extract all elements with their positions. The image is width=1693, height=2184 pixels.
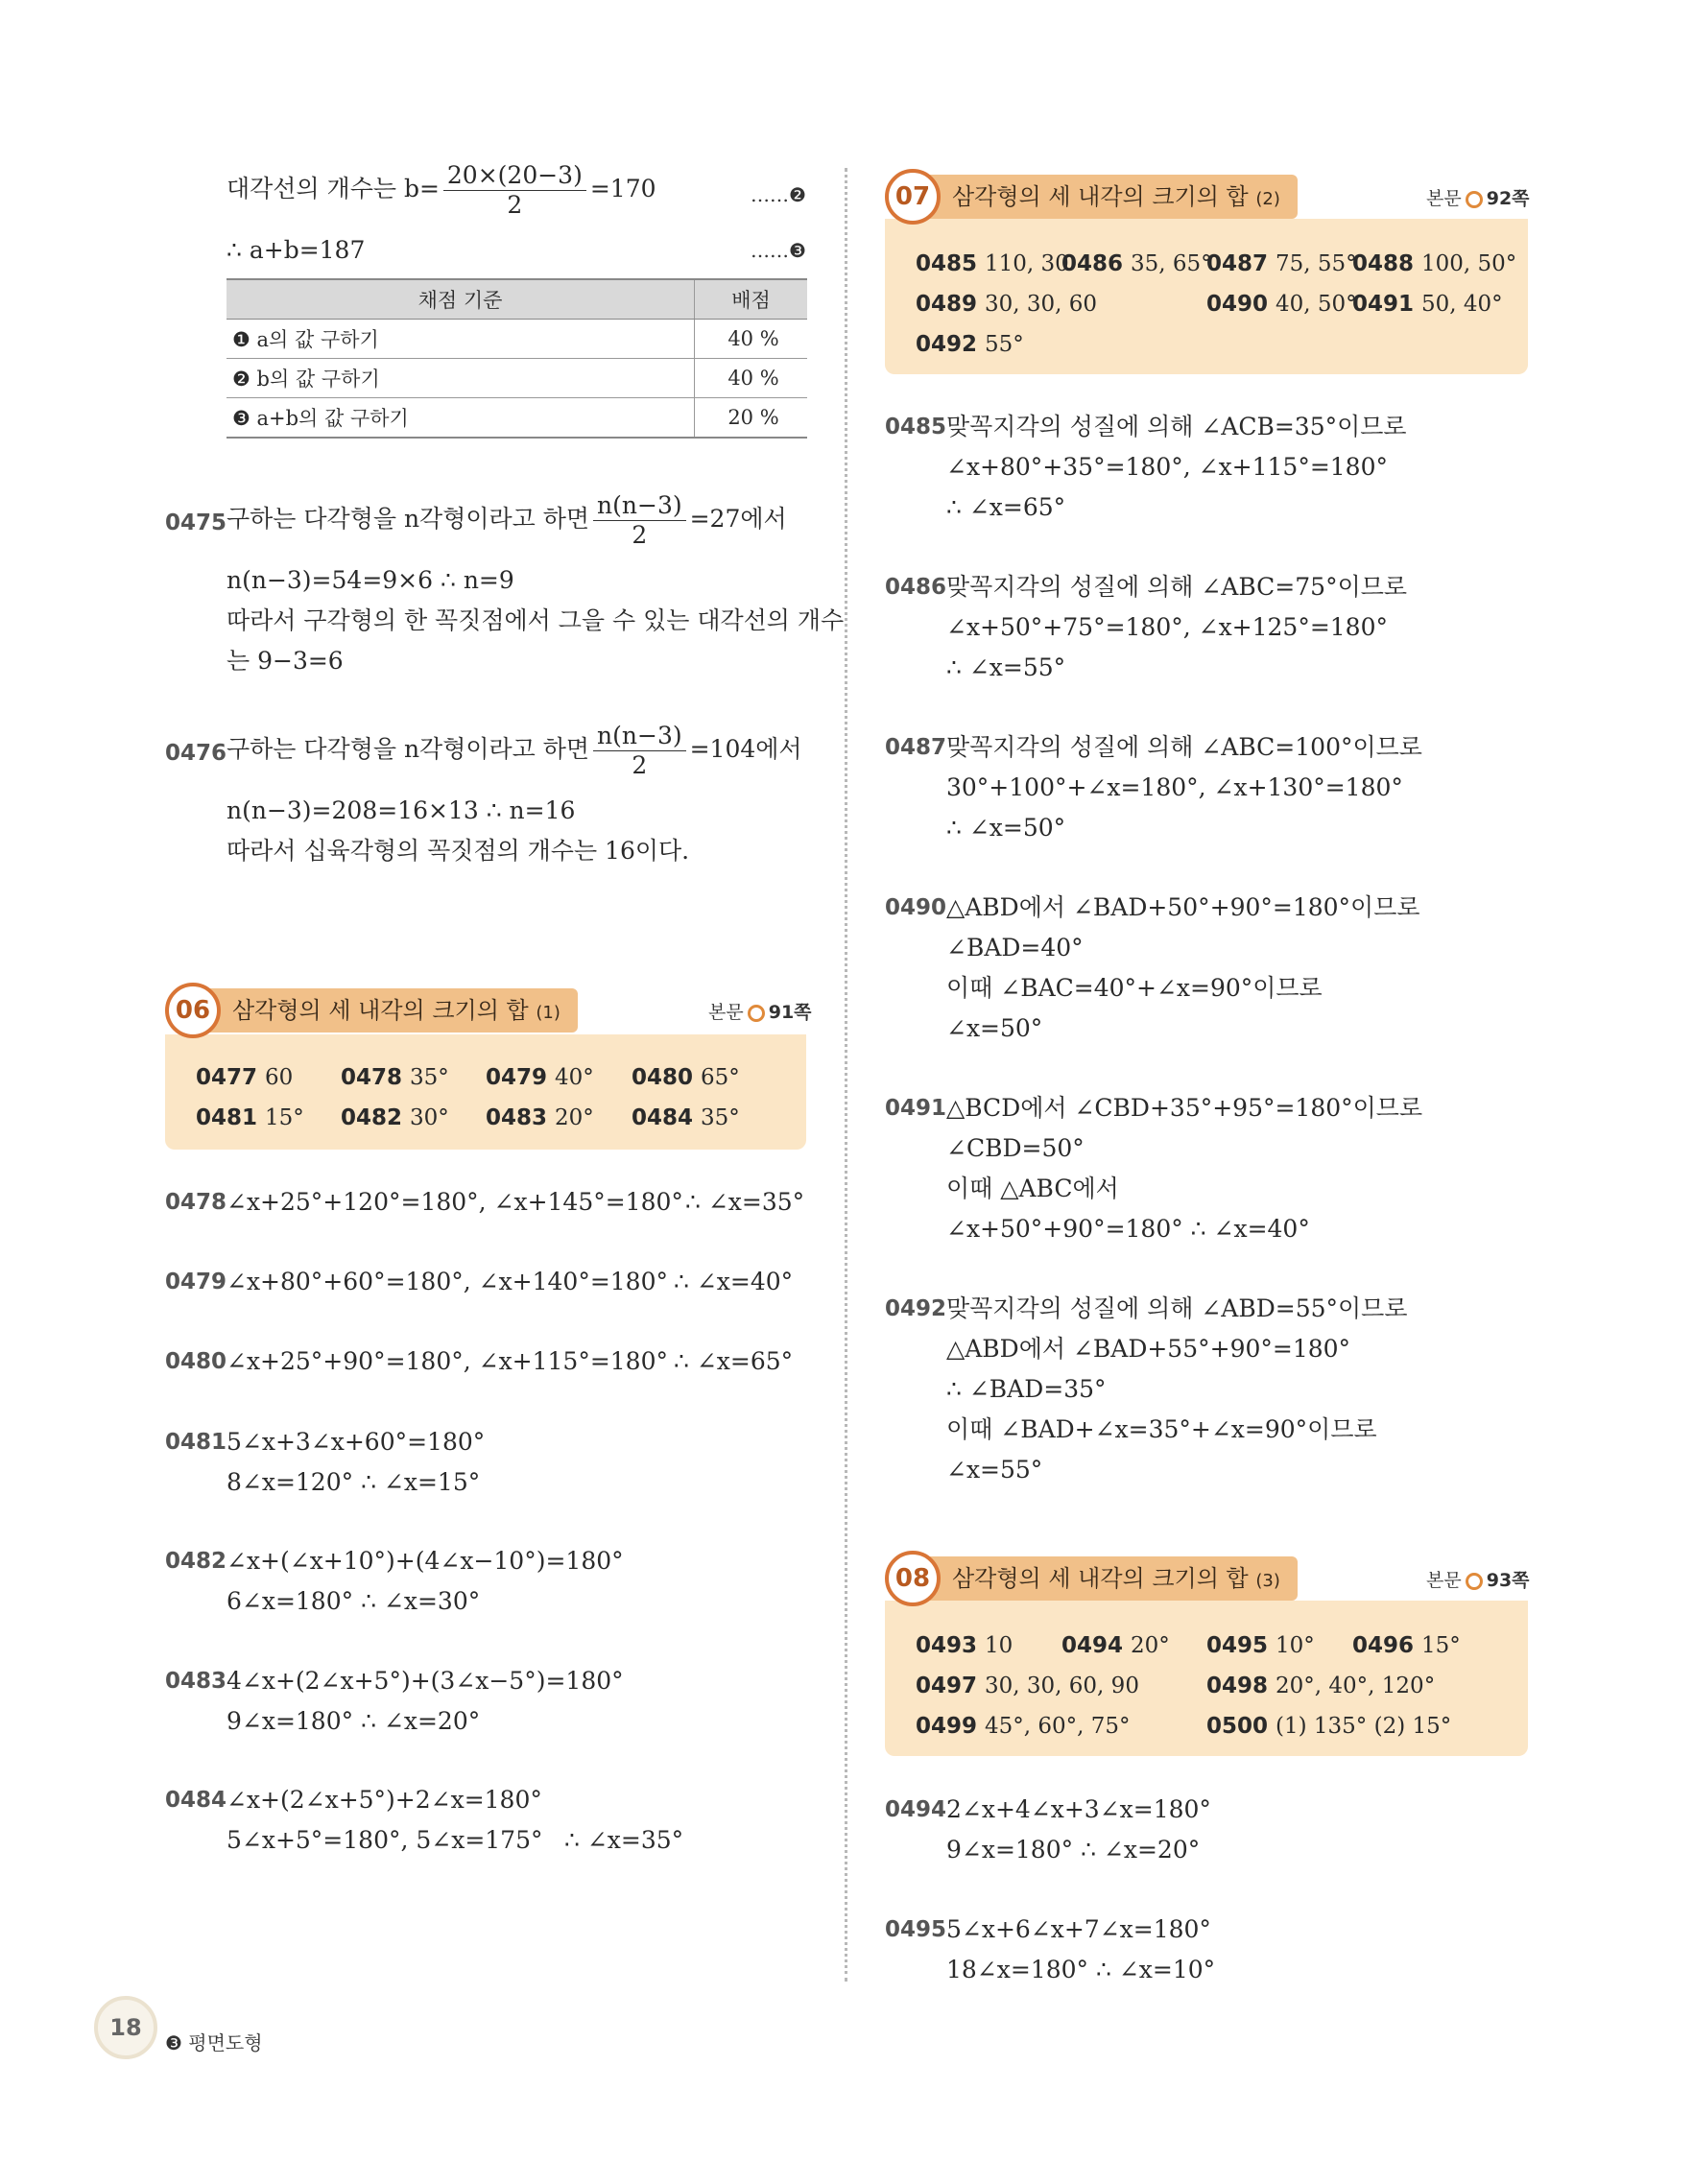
answer-item: 0481 15° [196,1105,304,1130]
section-title: 삼각형의 세 내각의 크기의 합 [232,997,529,1024]
solution-line: ∠x=50° [946,1014,1043,1042]
problem-number: 0480 [165,1349,227,1374]
page-reference: 본문 91쪽 [708,1002,812,1023]
fraction: $\frac{n(n-3)}{2}$ [593,491,686,550]
solution-line: 8∠x=120° ∴ ∠x=15° [227,1468,481,1496]
solution-line: 따라서 십육각형의 꼭짓점의 개수는 16이다. [227,837,690,865]
solution-line: ∴ ∠x=35° [564,1826,684,1854]
solution-line: 5∠x+5°=180°, 5∠x=175° [227,1826,543,1854]
chapter-label: ❸ 평면도형 [165,2031,263,2054]
problem-number: 0486 [885,575,947,600]
answer-item: 0497 30, 30, 60, 90 [916,1674,1139,1698]
problem-number: 0478 [165,1190,227,1215]
answer-item: 0480 65° [632,1065,740,1090]
solution-line: ∠x+25°+120°=180°, ∠x+145°=180° [227,1188,683,1216]
ring-icon [748,1005,765,1022]
answer-item: 0496 15° [1352,1633,1461,1658]
section-title: 삼각형의 세 내각의 크기의 합 [952,1565,1249,1592]
solution-line: ∠x+50°+75°=180°, ∠x+125°=180° [946,613,1388,641]
solution-line: △ABD에서 ∠BAD+50°+90°=180°이므로 [946,893,1420,921]
problem-number: 0495 [885,1917,947,1942]
solution-line: 5∠x+3∠x+60°=180° [227,1428,486,1456]
solution-line: 30°+100°+∠x=180°, ∠x+130°=180° [946,773,1403,801]
solution-line: 맞꼭지각의 성질에 의해 ∠ABD=55°이므로 [946,1294,1408,1322]
section-title-bar [914,1556,1298,1601]
section-subtitle: (2) [1255,189,1280,209]
answer-item: 0478 35° [341,1065,449,1090]
table-header: 배점 [695,279,808,320]
solution-line: 맞꼭지각의 성질에 의해 ∠ABC=75°이므로 [946,573,1408,601]
solution-line: 9∠x=180° ∴ ∠x=20° [946,1836,1201,1864]
solution-line: ∴ ∠BAD=35° [946,1375,1107,1403]
table-header: 채점 기준 [227,279,695,320]
solution-line: ∠x+(2∠x+5°)+2∠x=180° [227,1786,542,1814]
solution-line: 4∠x+(2∠x+5°)+(3∠x−5°)=180° [227,1667,624,1695]
solution-line: ∠CBD=50° [946,1134,1085,1162]
solution-line: 따라서 구각형의 한 꼭짓점에서 그을 수 있는 대각선의 개수 [227,606,845,634]
solution-line: ∠BAD=40° [946,934,1084,961]
answer-item: 0489 30, 30, 60 [916,292,1098,317]
answer-item: 0494 20° [1061,1633,1170,1658]
table-cell: ❶ a의 값 구하기 [227,320,695,359]
answer-item: 0483 20° [486,1105,594,1130]
answer-item: 0484 35° [632,1105,740,1130]
table-row [227,398,807,439]
answer-item: 0492 55° [916,332,1024,357]
section-title-bar [914,175,1298,219]
section-number-badge: 06 [165,983,221,1038]
solution-line: 9∠x=180° ∴ ∠x=20° [227,1707,481,1735]
solution-line: n(n−3)=54=9×6 ∴ n=9 [227,566,514,594]
solution-line: 맞꼭지각의 성질에 의해 ∠ABC=100°이므로 [946,733,1422,761]
ring-icon [1466,191,1483,208]
answer-item: 0482 30° [341,1105,449,1130]
problem-number: 0482 [165,1549,227,1574]
solution-line: 이때 △ABC에서 [946,1175,1119,1202]
problem-number: 0492 [885,1296,947,1321]
problem-number: 0479 [165,1270,227,1294]
section-subtitle: (1) [536,1003,560,1023]
solution-line: △BCD에서 ∠CBD+35°+95°=180°이므로 [946,1094,1423,1122]
problem-number: 0494 [885,1797,947,1822]
step-marker-2: ……❷ [751,183,806,206]
section-title: 삼각형의 세 내각의 크기의 합 [952,183,1249,210]
answer-item: 0500 (1) 135° (2) 15° [1206,1714,1452,1739]
problem-number: 0481 [165,1430,227,1455]
answer-item: 0495 10° [1206,1633,1315,1658]
solution-line: 구하는 다각형을 n각형이라고 하면 $\frac{n(n-3)}{2}$ =27에서 [227,491,787,549]
section-subtitle: (3) [1255,1571,1280,1591]
problem-number: 0485 [885,415,947,439]
line-diagonal-count: 대각선의 개수는 b= $\frac{20\times(20-3)}{2}$ =170 [227,161,656,219]
answer-item: 0499 45°, 60°, 75° [916,1714,1131,1739]
solution-line: ∴ ∠x=55° [946,653,1066,681]
answer-item: 0488 100, 50° [1352,251,1517,276]
solution-line: ∴ ∠x=65° [946,493,1066,521]
solution-line: 5∠x+6∠x+7∠x=180° [946,1915,1211,1943]
page-reference: 본문 92쪽 [1426,188,1530,209]
table-row [227,359,807,398]
solution-line: 는 9−3=6 [227,647,344,675]
answer-item: 0490 40, 50° [1206,292,1357,317]
answer-item: 0485 110, 30 [916,251,1069,276]
answer-item: 0477 60 [196,1065,294,1090]
solution-line: 이때 ∠BAC=40°+∠x=90°이므로 [946,974,1323,1002]
problem-number: 0491 [885,1096,947,1121]
table-cell: ❷ b의 값 구하기 [227,359,695,398]
solution-line: ∠x+(∠x+10°)+(4∠x−10°)=180° [227,1547,624,1575]
answer-item: 0493 10 [916,1633,1013,1658]
problem-number: 0490 [885,895,947,920]
answer-item: 0487 75, 55° [1206,251,1357,276]
answer-item: 0498 20°, 40°, 120° [1206,1674,1436,1698]
solution-line: △ABD에서 ∠BAD+55°+90°=180° [946,1335,1351,1363]
problem-number: 0487 [885,735,947,760]
answer-item: 0491 50, 40° [1352,292,1503,317]
problem-number: 0483 [165,1669,227,1694]
answer-item: 0479 40° [486,1065,594,1090]
column-divider [845,168,847,1982]
solution-line: ∠x+80°+60°=180°, ∠x+140°=180° [227,1268,668,1295]
problem-number: 0475 [165,510,227,535]
solution-line: ∴ ∠x=65° [674,1347,794,1375]
fraction: $\frac{n(n-3)}{2}$ [593,722,686,780]
solution-line: 2∠x+4∠x+3∠x=180° [946,1795,1211,1823]
solution-line: 이때 ∠BAD+∠x=35°+∠x=90°이므로 [946,1415,1377,1443]
solution-line: 18∠x=180° ∴ ∠x=10° [946,1956,1216,1983]
solution-line: ∠x+50°+90°=180° ∴ ∠x=40° [946,1215,1310,1243]
answer-item: 0486 35, 65° [1061,251,1212,276]
fraction: $\frac{20\times(20-3)}{2}$ [443,161,586,220]
solution-line: ∠x+80°+35°=180°, ∠x+115°=180° [946,453,1388,481]
table-row [227,320,807,359]
section-title-bar [194,988,578,1033]
solution-line: 6∠x=180° ∴ ∠x=30° [227,1587,481,1615]
solution-line: ∠x=55° [946,1456,1043,1484]
solution-line: ∴ ∠x=40° [674,1268,794,1295]
ring-icon [1466,1573,1483,1590]
page-reference: 본문 93쪽 [1426,1570,1530,1591]
solution-line: 구하는 다각형을 n각형이라고 하면 $\frac{n(n-3)}{2}$ =104에서 [227,722,802,779]
page-number: 18 [94,1996,157,2059]
table-header-row [227,279,807,320]
solution-line: ∠x+25°+90°=180°, ∠x+115°=180° [227,1347,668,1375]
problem-number: 0476 [165,741,227,766]
grading-table [227,278,807,439]
line-sum: ∴ a+b=187 [227,236,366,264]
solution-line: ∴ ∠x=35° [685,1188,805,1216]
table-cell: ❸ a+b의 값 구하기 [227,398,695,439]
solution-line: ∴ ∠x=50° [946,814,1066,842]
section-number-badge: 08 [885,1551,941,1606]
section-number-badge: 07 [885,169,941,225]
problem-number: 0484 [165,1788,227,1813]
step-marker-3: ……❸ [751,239,806,262]
table-cell: 40 % [695,320,808,359]
solution-line: 맞꼭지각의 성질에 의해 ∠ACB=35°이므로 [946,413,1407,440]
table-cell: 40 % [695,359,808,398]
solution-line: n(n−3)=208=16×13 ∴ n=16 [227,796,576,824]
table-cell: 20 % [695,398,808,439]
